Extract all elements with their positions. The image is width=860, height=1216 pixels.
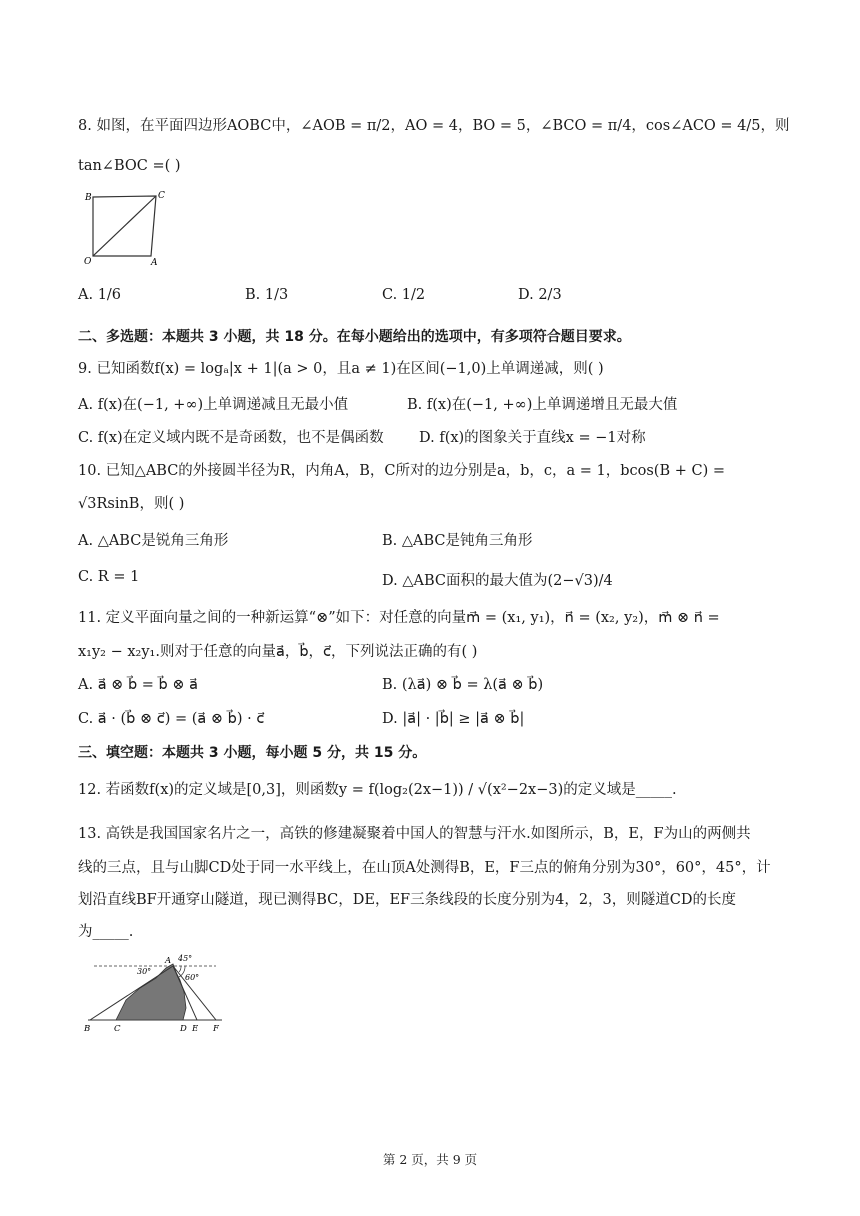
label-c: C <box>158 191 165 201</box>
q11-stem-line2: x₁y₂ − x₂y₁.则对于任意的向量a⃗，b⃗，c⃗，下列说法正确的有( ) <box>78 644 478 660</box>
q8-stem-line2: tan∠BOC =( ) <box>78 158 181 174</box>
q9-option-d: D. f(x)的图象关于直线x = −1对称 <box>419 430 646 446</box>
q9-option-a: A. f(x)在(−1, +∞)上单调递减且无最小值 <box>78 397 349 413</box>
label-f: F <box>213 1024 219 1034</box>
q10-option-b: B. △ABC是钝角三角形 <box>382 533 533 549</box>
q11-option-a: A. a⃗ ⊗ b⃗ = b⃗ ⊗ a⃗ <box>78 677 198 693</box>
label-e: E <box>192 1024 199 1034</box>
q9-stem: 9. 已知函数f(x) = logₐ|x + 1|(a > 0，且a ≠ 1)在区间(−1,0)上单调递减，则( ) <box>78 361 604 377</box>
q11-option-c: C. a⃗ · (b⃗ ⊗ c⃗) = (a⃗ ⊗ b⃗) · c⃗ <box>78 711 265 727</box>
section-3-heading: 三、填空题：本题共 3 小题，每小题 5 分，共 15 分。 <box>78 745 427 761</box>
q10-stem-line2: √3RsinB，则( ) <box>78 496 185 512</box>
q8-option-c: C. 1/2 <box>382 287 426 303</box>
q9-option-c: C. f(x)在定义域内既不是奇函数，也不是偶函数 <box>78 430 384 446</box>
q12-stem: 12. 若函数f(x)的定义域是[0,3]，则函数y = f(log₂(2x−1)) / √(x²−2x−3)的定义域是_____. <box>78 782 677 798</box>
q8-option-a: A. 1/6 <box>78 287 122 303</box>
q8-figure <box>82 188 172 268</box>
label-a: A <box>151 258 158 268</box>
page-footer: 第 2 页，共 9 页 <box>382 1152 478 1167</box>
q9-option-b: B. f(x)在(−1, +∞)上单调递增且无最大值 <box>407 397 678 413</box>
q13-stem-line3: 划沿直线BF开通穿山隧道，现已测得BC，DE，EF三条线段的长度分别为4，2，3，则隧道CD的长度 <box>78 892 736 908</box>
q8-option-b: B. 1/3 <box>245 287 289 303</box>
label-60: 60° <box>185 973 200 982</box>
q8-option-d: D. 2/3 <box>518 287 562 303</box>
label-d: D <box>180 1024 187 1034</box>
angle-arc-45 <box>179 966 181 972</box>
q11-option-d: D. |a⃗| · |b⃗| ≥ |a⃗ ⊗ b⃗| <box>382 711 525 727</box>
q10-option-d: D. △ABC面积的最大值为(2−√3)/4 <box>382 573 613 589</box>
q13-stem-line2: 线的三点，且与山脚CD处于同一水平线上，在山顶A处测得B，E，F三点的俯角分别为30°，60°，45°，计 <box>78 860 771 876</box>
q10-option-a: A. △ABC是锐角三角形 <box>78 533 229 549</box>
q10-option-c: C. R = 1 <box>78 569 140 585</box>
q13-stem-line1: 13. 高铁是我国国家名片之一，高铁的修建凝聚着中国人的智慧与汗水.如图所示，B，E，F为山的两侧共 <box>78 826 751 842</box>
section-2-heading: 二、多选题：本题共 3 小题，共 18 分。在每小题给出的选项中，有多项符合题目要求。 <box>78 329 631 345</box>
q11-option-b: B. (λa⃗) ⊗ b⃗ = λ(a⃗ ⊗ b⃗) <box>382 677 544 693</box>
label-a: A <box>165 956 172 966</box>
diagonal-oc <box>93 196 156 256</box>
q8-stem-line1: 8. 如图，在平面四边形AOBC中，∠AOB = π/2，AO = 4，BO = 5，∠BCO = π/4，cos∠ACO = 4/5，则 <box>78 118 790 134</box>
label-30: 30° <box>137 967 152 976</box>
label-b: B <box>85 193 92 203</box>
q11-stem-line1: 11. 定义平面向量之间的一种新运算“⊗”如下：对任意的向量m⃗ = (x₁, y₁)，n⃗ = (x₂, y₂)，m⃗ ⊗ n⃗ = <box>78 610 720 626</box>
label-b: B <box>84 1024 91 1034</box>
label-o: O <box>84 257 92 267</box>
q10-stem-line1: 10. 已知△ABC的外接圆半径为R，内角A，B，C所对的边分别是a，b，c，a = 1，bcos(B + C) = <box>78 463 725 479</box>
q13-stem-line4: 为_____. <box>78 924 134 940</box>
label-45: 45° <box>178 954 193 963</box>
label-c: C <box>114 1024 121 1034</box>
q13-mountain-figure <box>80 950 230 1035</box>
